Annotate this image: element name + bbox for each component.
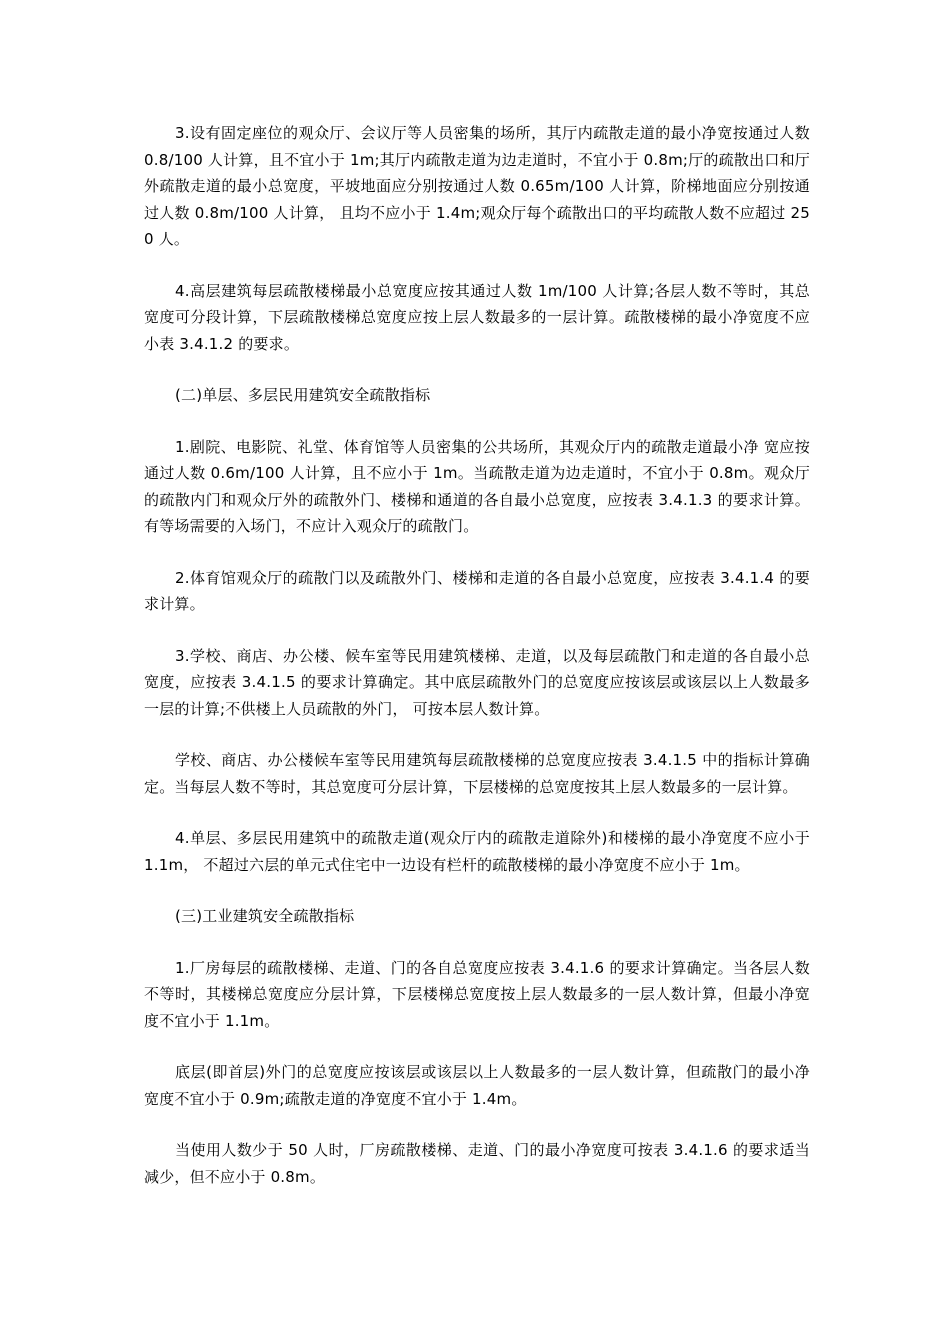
paragraph-small-occupancy: 当使用人数少于 50 人时，厂房疏散楼梯、走道、门的最小净宽度可按表 3.4.1.6 的要求适当减少，但不应小于 0.8m。 (144, 1141, 810, 1186)
section-heading-industrial-buildings: (三)工业建筑安全疏散指标 (175, 907, 355, 925)
document-body (144, 120, 810, 1215)
paragraph-gymnasium-doors: 2.体育馆观众厅的疏散门以及疏散外门、楼梯和走道的各自最小总宽度，应按表 3.4.1.4 的要求计算。 (144, 568, 810, 613)
paragraph-school-stair-total-width: 学校、商店、办公楼候车室等民用建筑每层疏散楼梯的总宽度应按表 3.4.1.5 中的指标计算确定。当每层人数不等时，其总宽度可分层计算，下层楼梯的总宽度按其上层人数最多的一层计算。 (144, 751, 810, 796)
section-heading-civil-buildings: (二)单层、多层民用建筑安全疏散指标 (175, 386, 431, 404)
paragraph-school-stairs: 3.学校、商店、办公楼、候车室等民用建筑楼梯、走道，以及每层疏散门和走道的各自最小总宽度，应按表 3.4.1.5 的要求计算确定。其中底层疏散外门的总宽度应按该层或该层以上人数最多一层的计算;不供楼上人员疏散的外门， 可按本层人数计算。 (144, 646, 810, 718)
paragraph-min-clear-width: 4.单层、多层民用建筑中的疏散走道(观众厅内的疏散走道除外)和楼梯的最小净宽度不应小于 1.1m， 不超过六层的单元式住宅中一边设有栏杆的疏散楼梯的最小净宽度不应小于 1m。 (144, 829, 810, 874)
paragraph-highrise-stair-width: 4.高层建筑每层疏散楼梯最小总宽度应按其通过人数 1m/100 人计算;各层人数不等时，其总宽度可分段计算，下层疏散楼梯总宽度应按上层人数最多的一层计算。疏散楼梯的最小净宽度不应小表 3.4.1.2 的要求。 (144, 281, 810, 353)
paragraph-theater-aisles: 1.剧院、电影院、礼堂、体育馆等人员密集的公共场所，其观众厅内的疏散走道最小净 宽应按通过人数 0.6m/100 人计算，且不应小于 1m。当疏散走道为边走道时，不宜小于 0.8m。观众厅的疏散内门和观众厅外的疏散外门、楼梯和通道的各自最小总宽度，应按表 3.4.1.3 的要求计算。有等场需要的入场门，不应计入观众厅的疏散门。 (144, 437, 810, 535)
paragraph-hall-evacuation-aisles: 3.设有固定座位的观众厅、会议厅等人员密集的场所，其厅内疏散走道的最小净宽按通过人数 0.8/100 人计算，且不宜小于 1m;其厅内疏散走道为边走道时，不宜小于 0.8m;厅的疏散出口和厅外疏散走道的最小总宽度，平坡地面应分别按通过人数 0.65m/100 人计算，阶梯地面应分别按通过人数 0.8m/100 人计算， 且均不应小于 1.4m;观众厅每个疏散出口的平均疏散人数不应超过 250 人。 (144, 124, 810, 248)
paragraph-ground-floor-exits: 底层(即首层)外门的总宽度应按该层或该层以上人数最多的一层人数计算，但疏散门的最小净 宽度不宜小于 0.9m;疏散走道的净宽度不宜小于 1.4m。 (144, 1063, 810, 1108)
paragraph-factory-stairs: 1.厂房每层的疏散楼梯、走道、门的各自总宽度应按表 3.4.1.6 的要求计算确定。当各层人数不等时，其楼梯总宽度应分层计算，下层楼梯总宽度按上层人数最多的一层人数计算，但最小净宽度不宜小于 1.1m。 (144, 958, 810, 1030)
